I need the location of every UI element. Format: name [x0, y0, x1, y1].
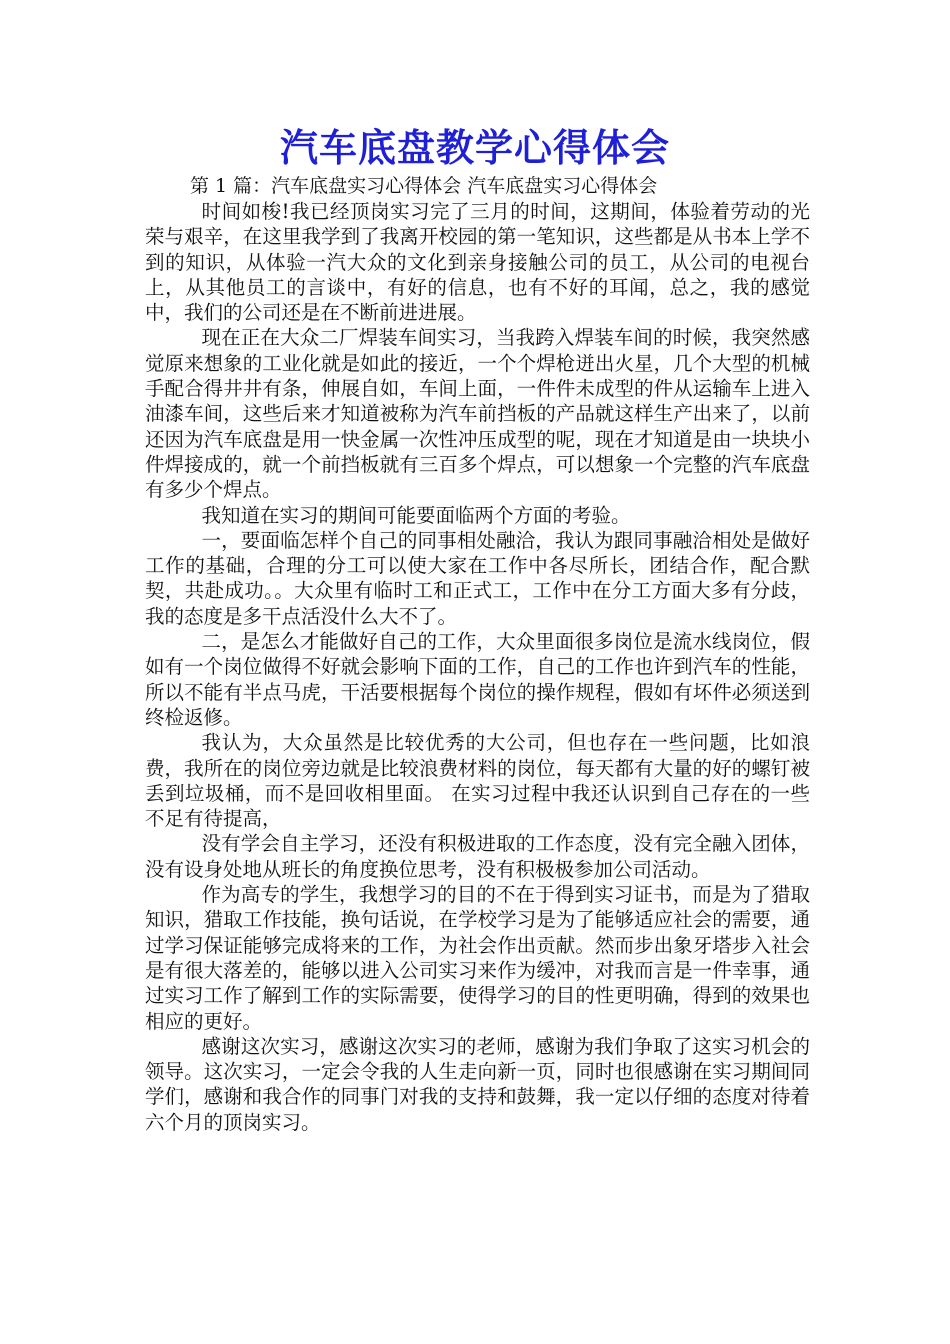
- paragraph: 时间如梭!我已经顶岗实习完了三月的时间，这期间，体验着劳动的光荣与艰辛，在这里我学到了我离开校园的第一笔知识，这些都是从书本上学不到的知识，从体验一汽大众的文化到亲身接触公司的员工，从公司的电视台上，从其他员工的言谈中，有好的信息，也有不好的耳闻，总之，我的感觉中，我们的公司还是在不断前进进展。: [145, 200, 810, 325]
- paragraph: 我认为，大众虽然是比较优秀的大公司，但也存在一些问题，比如浪费，我所在的岗位旁边就是比较浪费材料的岗位，每天都有大量的好的螺钉被丢到垃圾桶，而不是回收相里面。 在实习过程中我还认识到自己存在的一些不足有待提高，: [145, 731, 810, 831]
- paragraph: 我知道在实习的期间可能要面临两个方面的考验。: [201, 503, 631, 527]
- document-body: [145, 199, 810, 1135]
- paragraph: 现在正在大众二厂焊装车间实习，当我跨入焊装车间的时候，我突然感觉原来想象的工业化就是如此的接近，一个个焊枪迸出火星，几个大型的机械手配合得井井有条，伸展自如，车间上面，一件件未成型的件从运输车上进入油漆车间，这些后来才知道被称为汽车前挡板的产品就这样生产出来了，以前还因为汽车底盘是用一快金属一次性冲压成型的呢，现在才知道是由一块块小件焊接成的，就一个前挡板就有三百多个焊点，可以想象一个完整的汽车底盘有多少个焊点。: [145, 326, 810, 502]
- document-subtitle: 第 1 篇：汽车底盘实习心得体会 汽车底盘实习心得体会: [190, 175, 658, 197]
- paragraph: 一，要面临怎样个自己的同事相处融洽，我认为跟同事融洽相处是做好工作的基础，合理的分工可以使大家在工作中各尽所长，团结合作，配合默契，共赴成功。。大众里有临时工和正式工，工作中在分工方面大多有分歧，我的态度是多干点活没什么大不了。: [145, 528, 810, 628]
- document-title: 汽车底盘教学心得体会: [279, 125, 670, 170]
- paragraph: 二，是怎么才能做好自己的工作，大众里面很多岗位是流水线岗位，假如有一个岗位做得不好就会影响下面的工作，自己的工作也许到汽车的性能，所以不能有半点马虎，干活要根据每个岗位的操作规程，假如有坏件必须送到终检返修。: [145, 630, 810, 729]
- paragraph: 感谢这次实习，感谢这次实习的老师，感谢为我们争取了这实习机会的领导。这次实习，一定会令我的人生走向新一页，同时也很感谢在实习期间同学们，感谢和我合作的同事门对我的支持和鼓舞，我一定以仔细的态度对待着六个月的顶岗实习。: [145, 1034, 810, 1134]
- paragraph: 作为高专的学生，我想学习的目的不在于得到实习证书，而是为了猎取知识，猎取工作技能，换句话说，在学校学习是为了能够适应社会的需要，通过学习保证能够完成将来的工作，为社会作出贡献。然而步出象牙塔步入社会是有很大落差的，能够以进入公司实习来作为缓冲，对我而言是一件幸事，通过实习工作了解到工作的实际需要，使得学习的目的性更明确，得到的效果也相应的更好。: [145, 883, 810, 1033]
- paragraph: 没有学会自主学习，还没有积极进取的工作态度，没有完全融入团体，没有设身处地从班长的角度换位思考，没有积极极参加公司活动。: [145, 832, 810, 881]
